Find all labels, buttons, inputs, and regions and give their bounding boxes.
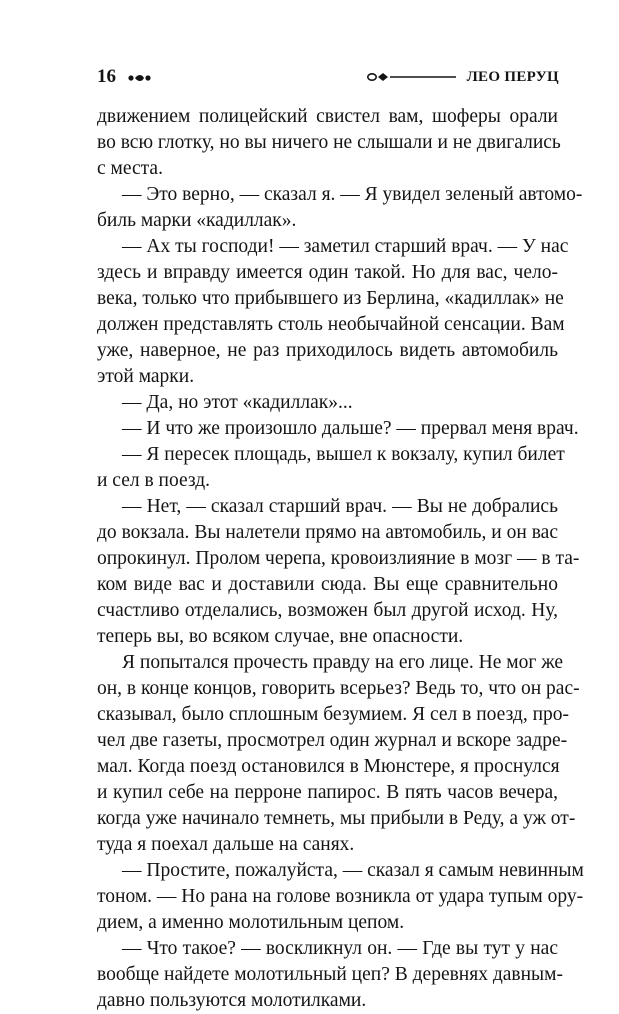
fleuron-icon [127, 73, 153, 83]
text-line: дием, а именно молотильным цепом. [97, 912, 405, 933]
text-line: чел две газеты, просмотрел один журнал и вскоре задре- [97, 730, 568, 751]
text-line: когда уже начинало темнеть, мы прибыли в Реду, а уж от- [97, 808, 576, 829]
text-line: биль марки «кадиллак». [97, 210, 297, 231]
page-header [97, 66, 559, 88]
text-line: сказывал, было сплошным безумием. Я сел в поезд, про- [97, 704, 570, 725]
text-line: во всю глотку, но вы ничего не слышали и не двигались [97, 132, 561, 153]
text-line: — Ах ты господи! — заметил старший врач. — У нас [122, 236, 569, 257]
text-line: тоном. — Но рана на голове возникла от удара тупым ору- [97, 886, 584, 907]
text-line: — Это верно, — сказал я. — Я увидел зеленый автомо- [122, 184, 583, 205]
text-line: с места. [97, 158, 163, 179]
text-line: мал. Когда поезд остановился в Мюнстере, я проснулся [97, 756, 560, 777]
text-line: должен представлять столь необычайной сенсации. Вам [97, 314, 565, 335]
text-line: до вокзала. Вы налетели прямо на автомобиль, и он вас [97, 522, 558, 543]
running-head-author: ЛЕО ПЕРУЦ [466, 69, 559, 85]
text-line: ком виде вас и доставили сюда. Вы еще сравнительно [97, 574, 558, 595]
text-line: давно пользуются молотилками. [97, 990, 367, 1011]
text-line: здесь и вправду имеется один такой. Но для вас, чело- [97, 262, 558, 283]
text-line: туда я поехал дальше на санях. [97, 834, 355, 855]
text-line: — Простите, пожалуйста, — сказал я самым невинным [122, 860, 584, 881]
text-line: уже, наверное, не раз приходилось видеть автомобиль [97, 340, 558, 361]
text-line: — Да, но этот «кадиллак»... [122, 392, 353, 413]
ornamental-rule-icon [367, 70, 459, 84]
text-line: — Нет, — сказал старший врач. — Вы не добрались [122, 496, 558, 517]
text-line: — Что такое? — воскликнул он. — Где вы тут у нас [122, 938, 558, 959]
page-number: 16 [97, 66, 116, 87]
text-line: и сел в поезд. [97, 470, 211, 491]
body-text [97, 104, 584, 1014]
text-line: Я попытался прочесть правду на его лице. Не мог же [122, 652, 564, 673]
text-line: вообще найдете молотильный цеп? В деревнях давным- [97, 964, 563, 985]
text-line: теперь вы, во всяком случае, вне опасности. [97, 626, 464, 647]
text-line: счастливо отделались, возможен был другой исход. Ну, [97, 600, 558, 621]
text-line: опрокинул. Пролом черепа, кровоизлияние в мозг — в та- [97, 548, 580, 569]
text-line: движением полицейский свистел вам, шоферы орали [97, 106, 558, 127]
text-line: века, только что прибывшего из Берлина, «кадиллак» не [97, 288, 564, 309]
text-line: этой марки. [97, 366, 195, 387]
text-line: и купил себе на перроне папирос. В пять часов вечера, [97, 782, 558, 803]
text-line: он, в конце концов, говорить всерьез? Ведь то, что он рас- [97, 678, 580, 699]
text-line: — Я пересек площадь, вышел к вокзалу, купил билет [122, 444, 565, 465]
text-line: — И что же произошло дальше? — прервал меня врач. [122, 418, 579, 439]
